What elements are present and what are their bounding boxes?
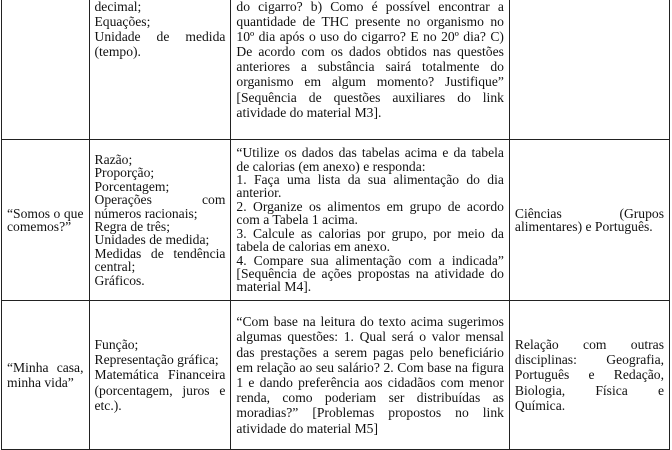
cell-line: 2. Organize os alimentos em grupo de acordo com a Tabela 1 acima. [236,198,504,228]
contents-cell [89,140,231,301]
cell-line: Operações com números racionais; [94,192,226,221]
cell-line: decimal; [94,0,142,14]
table-row [2,0,670,140]
cell-line: 3. Calcule as calorias por grupo, por meio da tabela de calorias em anexo. [236,225,504,255]
cell-line: “Com base na leitura do texto acima sugerimos algumas questões: 1. Qual será o valor mensal das prestações a serem pagas pelo beneficiário em relação ao seu salário? 2. Com base na figura 1 e dando preferência aos cidadãos com menor renda, como poderiam ser distribuídas as moradias?” [Problemas propostos no link atividade do material M5] [236,314,504,436]
cell-line: Unidade de medida (tempo). [94,29,226,60]
cell-line: Razão; [94,151,133,167]
disciplines-cell [509,301,669,450]
table-row [2,301,670,450]
cell-line: Medidas de tendência central; [94,245,226,275]
cell-line: Equações; [94,14,151,30]
activity-cell [231,140,510,301]
cell-line: Função; [94,336,139,352]
contents-cell [89,301,231,450]
activities-table [1,0,670,450]
cell-line: Unidades de medida; [94,232,210,248]
cell-line: 1. Faça uma lista da sua alimentação do dia anterior. [236,172,504,201]
cell-line: Representação gráfica; [94,352,219,368]
theme-cell [2,0,90,140]
cell-text: Relação com outras disciplinas: Geografia, Português e Redação, Biologia, Física e Química. [514,336,664,413]
cell-line: Gráficos. [94,272,145,288]
cell-line: Matemática Financeira (porcentagem, juros e etc.). [94,367,226,413]
disciplines-cell [509,140,669,301]
theme-cell [2,301,90,450]
disciplines-cell [509,0,669,140]
activity-cell [231,0,510,140]
cell-line: Regra de três; [94,219,170,234]
cell-line: Porcentagem; [94,178,170,194]
cell-line: Proporção; [94,165,155,181]
activity-cell [231,301,510,450]
contents-cell [89,0,231,140]
cell-text: “Somos o que comemos?” [7,205,84,234]
theme-cell [2,140,90,301]
cell-line: “Utilize os dados das tabelas acima e da tabela de calorias (em anexo) e responda: [236,145,504,174]
cell-text: “Minha casa, minha vida” [7,359,84,390]
cell-line: do cigarro? b) Como é possível encontrar a quantidade de THC presente no organismo no 10º dia após o uso do cigarro? E no 20º dia? C) De acordo com os dados obtidos nas questões anteriores a substância sairá totalmente do organismo em algum momento? Justifique” [Sequência de questões auxiliares do link atividade do material M3]. [236,0,504,120]
cell-text: Ciências (Grupos alimentares) e Português. [514,205,664,234]
cell-line: 4. Compare sua alimentação com a indicada” [Sequência de ações propostas na atividade do material M4]. [236,252,504,295]
table-row [2,140,670,301]
